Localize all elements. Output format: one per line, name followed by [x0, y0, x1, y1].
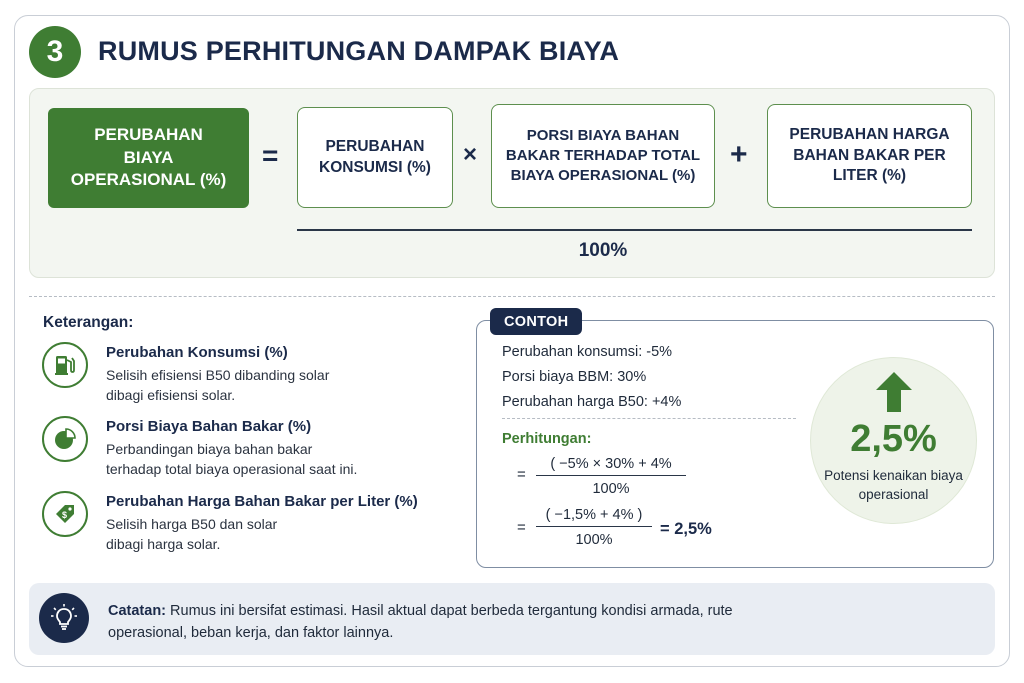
- price-tag-icon: [42, 491, 88, 537]
- result-caption: Potensi kenaikan biaya operasional: [824, 468, 963, 502]
- calc-result: = 2,5%: [660, 520, 712, 538]
- formula-term-consumption: [297, 107, 453, 208]
- legend-title: Keterangan:: [43, 314, 134, 331]
- plus-sign: +: [730, 138, 748, 171]
- formula-term-price-change: [767, 104, 972, 208]
- section-divider: [29, 296, 995, 297]
- example-tag: CONTOH: [490, 308, 582, 335]
- note-text: [108, 600, 748, 645]
- example-input-consumption: Perubahan konsumsi: -5%: [502, 344, 673, 360]
- calc-equals-sign: =: [517, 466, 526, 483]
- calc-step1-denominator: 100%: [592, 481, 630, 498]
- legend-description: [106, 365, 466, 406]
- formula-denominator: 100%: [578, 240, 628, 261]
- legend-description-line: dibagi efisiensi solar.: [106, 387, 236, 404]
- calculation-label: Perhitungan:: [502, 431, 592, 447]
- note-body: Rumus ini bersifat estimasi. Hasil aktual dapat berbeda tergantung kondisi armada, rute operasional, beban kerja, dan faktor lainnya.: [108, 603, 733, 642]
- fuel-pump-icon: [42, 342, 88, 388]
- formula-term-consumption-label: PERUBAHAN KONSUMSI (%): [319, 137, 431, 176]
- legend-item-fuel-share: [42, 416, 462, 486]
- formula-result-box: [48, 108, 249, 208]
- legend-description: [106, 439, 466, 480]
- result-value: 2,5%: [850, 418, 937, 460]
- legend-heading: Porsi Biaya Bahan Bakar (%): [106, 418, 312, 435]
- fraction-line: [297, 229, 972, 231]
- formula-term-price-change-label: PERUBAHAN HARGA BAHAN BAKAR PER LITER (%): [789, 125, 950, 185]
- legend-description: [106, 514, 466, 555]
- page-title: RUMUS PERHITUNGAN DAMPAK BIAYA: [98, 36, 620, 66]
- formula-result-label: PERUBAHAN BIAYA OPERASIONAL (%): [70, 124, 227, 190]
- calc-step1-fraction: [536, 456, 686, 497]
- calc-step2-numerator: ( −1,5% + 4% ): [545, 507, 643, 523]
- calc-equals-sign: =: [517, 519, 526, 536]
- note-label: Catatan:: [108, 603, 167, 619]
- legend-heading: Perubahan Konsumsi (%): [106, 344, 288, 361]
- calc-step2-fraction: [536, 507, 652, 548]
- arrow-up-icon: [876, 372, 912, 417]
- example-input-fuel-share: Porsi biaya BBM: 30%: [502, 369, 647, 385]
- calc-step2-denominator: 100%: [575, 532, 613, 549]
- example-divider: [502, 418, 796, 419]
- legend-description-line: Selisih efisiensi B50 dibanding solar: [106, 367, 330, 383]
- step-number-badge: 3: [29, 26, 81, 78]
- svg-text:$: $: [61, 510, 68, 520]
- lightbulb-icon: [39, 593, 89, 643]
- legend-description-line: terhadap total biaya operasional saat ini.: [106, 461, 358, 478]
- equals-sign: =: [262, 140, 279, 171]
- example-input-price-change: Perubahan harga B50: +4%: [502, 394, 682, 410]
- legend-description-line: dibagi harga solar.: [106, 536, 221, 553]
- pie-chart-icon: [42, 416, 88, 462]
- multiply-sign: ×: [463, 141, 478, 168]
- legend-heading: Perubahan Harga Bahan Bakar per Liter (%): [106, 493, 418, 510]
- legend-description-line: Selisih harga B50 dan solar: [106, 516, 278, 532]
- legend-item-price-change: [42, 491, 462, 561]
- formula-term-fuel-share-label: PORSI BIAYA BAHAN BAKAR TERHADAP TOTAL BIAYA OPERASIONAL (%): [505, 126, 701, 185]
- legend-item-consumption: [42, 342, 462, 412]
- legend-description-line: Perbandingan biaya bahan bakar: [106, 441, 313, 457]
- calc-step1-numerator: ( −5% × 30% + 4%: [550, 456, 672, 472]
- formula-term-fuel-share: [491, 104, 715, 208]
